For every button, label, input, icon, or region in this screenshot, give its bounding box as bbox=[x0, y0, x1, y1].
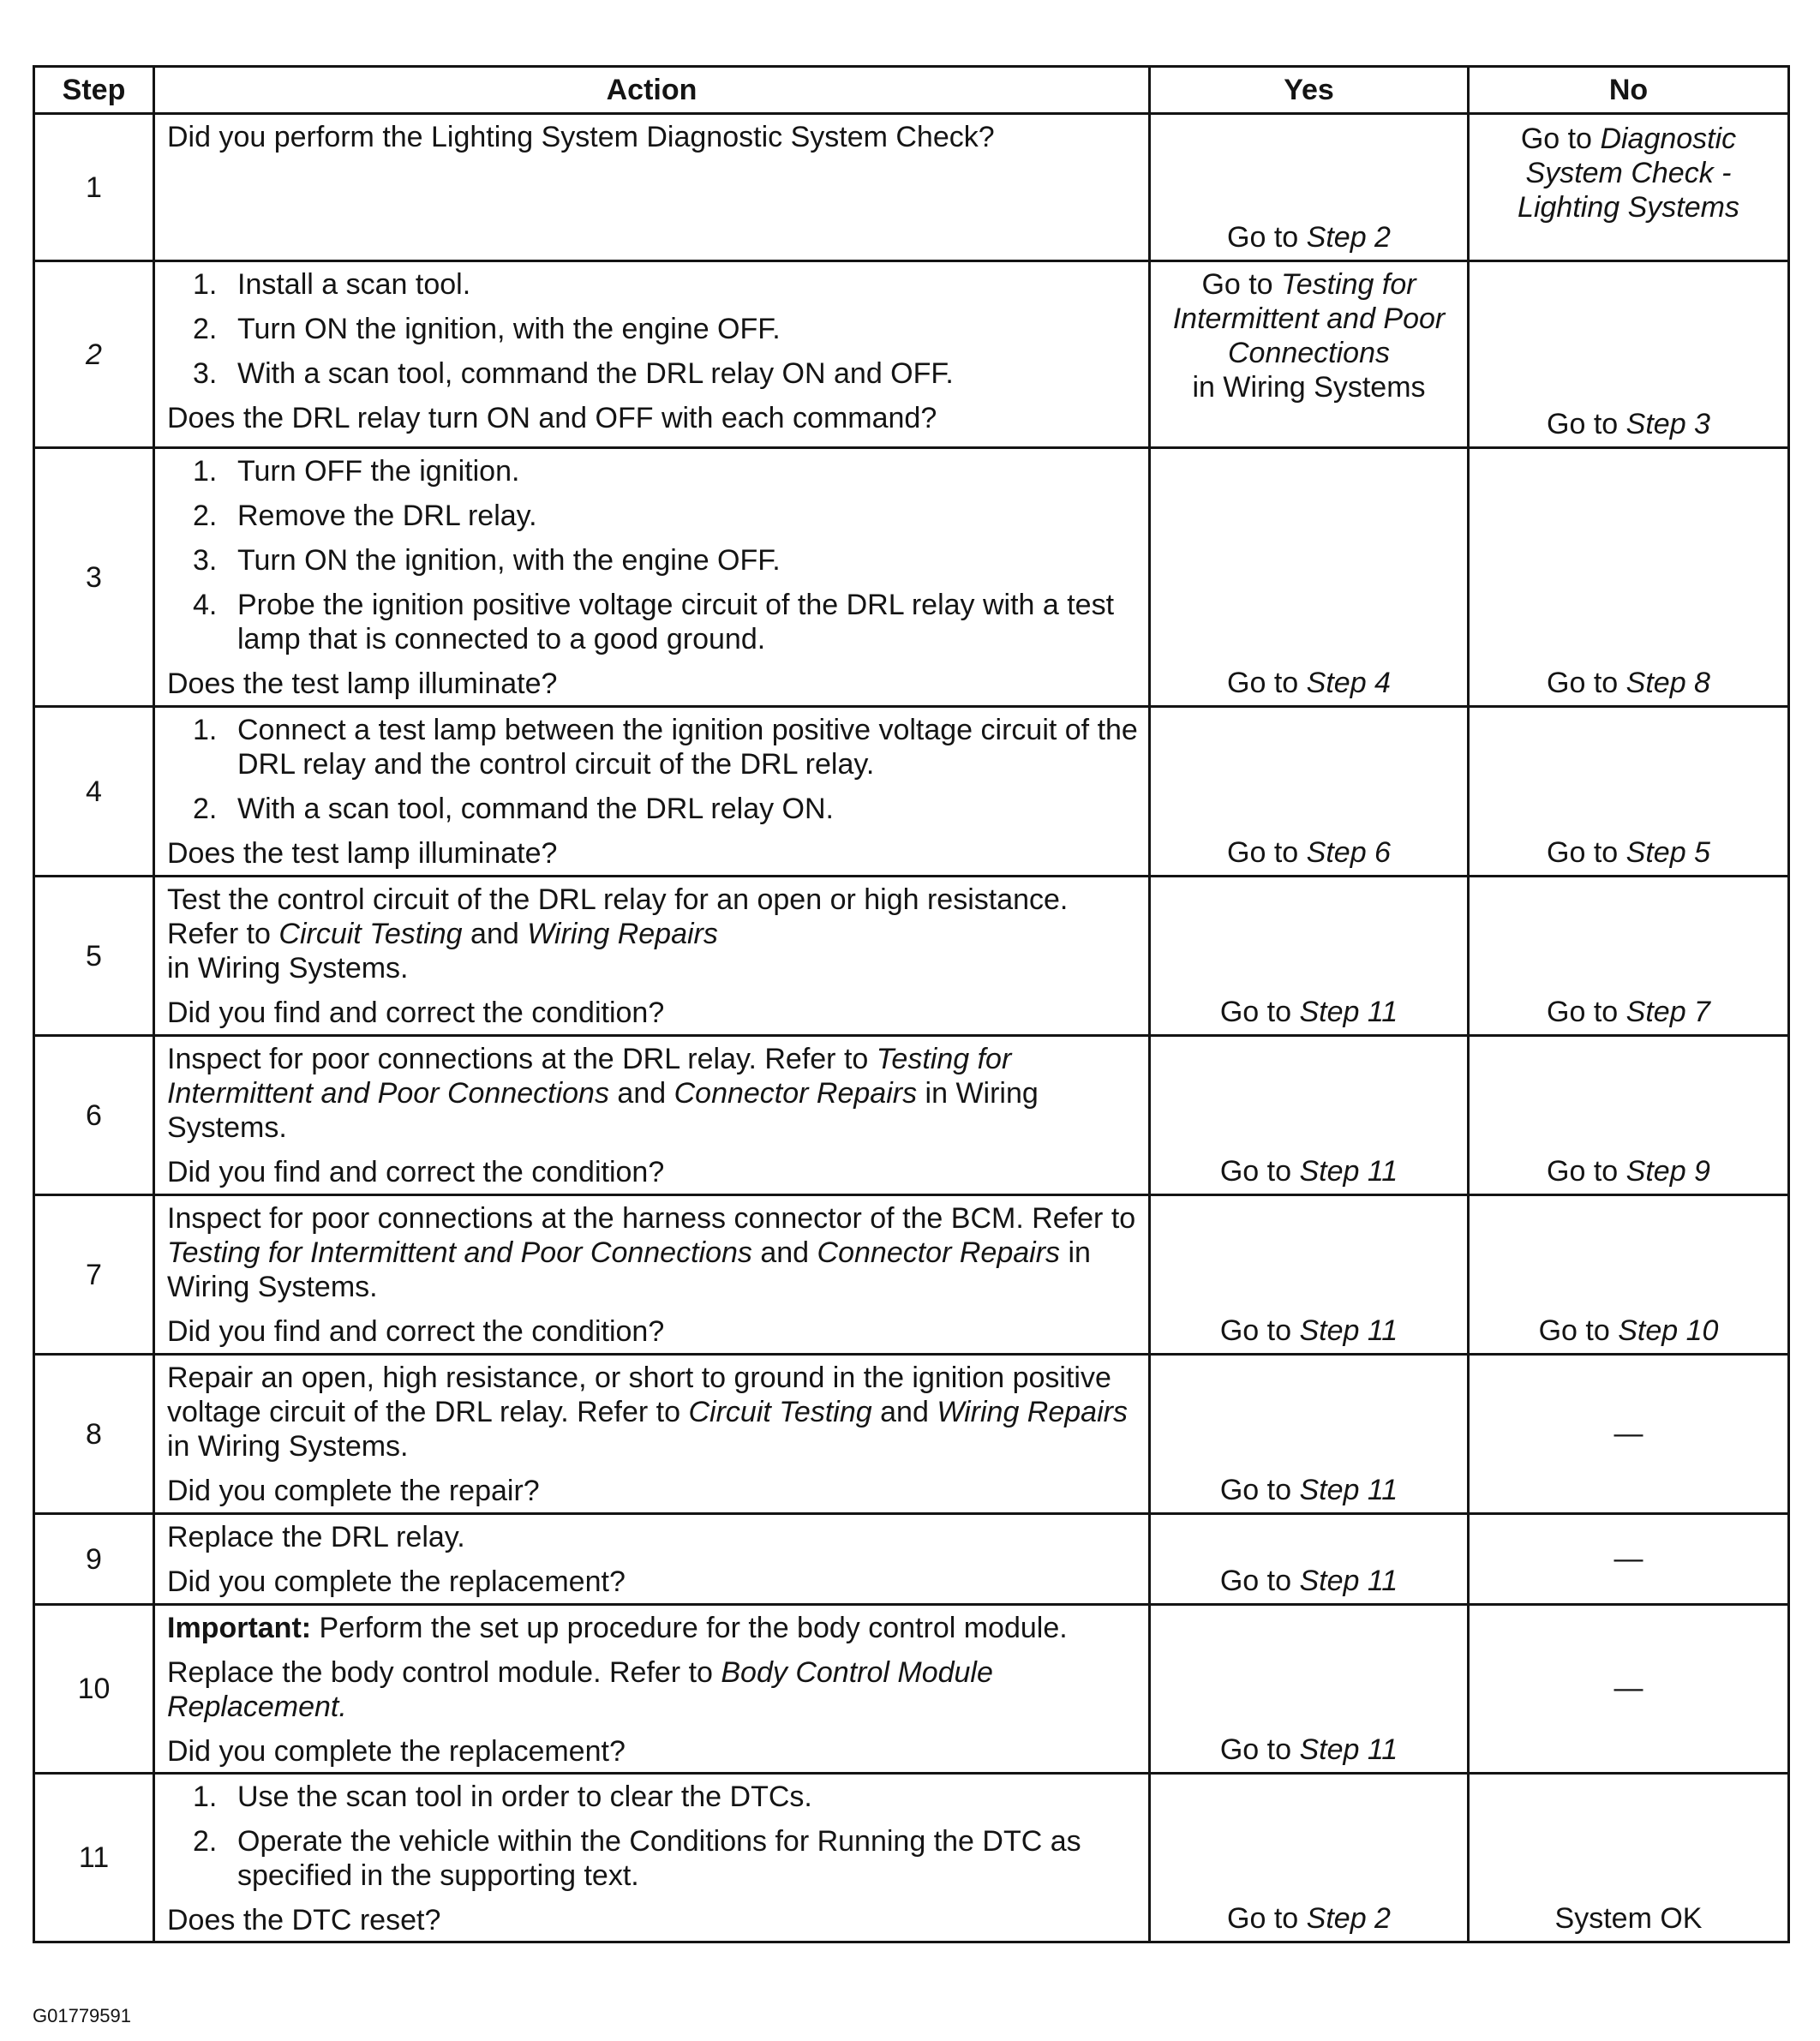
no-cell-empty: — bbox=[1469, 1605, 1789, 1774]
yes-cell bbox=[1150, 1195, 1469, 1355]
yes-cell bbox=[1150, 877, 1469, 1036]
list-item: 2. Remove the DRL relay. bbox=[193, 500, 537, 532]
table-row-step-6 bbox=[34, 1036, 1789, 1195]
no-prefix: Go to bbox=[1547, 836, 1619, 869]
action-cell bbox=[154, 261, 1150, 448]
yes-prefix: Go to bbox=[1227, 836, 1299, 869]
list-item: 2. Turn ON the ignition, with the engine OFF. bbox=[193, 313, 781, 345]
header-action: Action bbox=[154, 67, 1150, 114]
yes-cell bbox=[1150, 1605, 1469, 1774]
yes-step-link[interactable]: Step 4 bbox=[1306, 667, 1391, 699]
no-cell bbox=[1469, 707, 1789, 877]
yes-prefix: Go to bbox=[1219, 996, 1292, 1028]
header-no: No bbox=[1469, 67, 1789, 114]
important-note bbox=[167, 1611, 1138, 1645]
reference-link[interactable]: Circuit Testing bbox=[688, 1396, 872, 1428]
list-item: 2. Operate the vehicle within the Conditions for Running the DTC as specified in the supporting text. bbox=[193, 1825, 1081, 1892]
yes-cell bbox=[1150, 1774, 1469, 1942]
yes-prefix: Go to bbox=[1219, 1474, 1292, 1506]
step-number: 3 bbox=[34, 448, 154, 707]
action-list bbox=[167, 454, 1138, 656]
yes-step-link[interactable]: Step 11 bbox=[1299, 996, 1398, 1028]
action-instruction: Repair an open, high resistance, or short to ground in the ignition positive voltage circuit of the DRL relay. Refer to Circuit Testing and Wiring Repairs in Wiring Systems. bbox=[167, 1362, 1128, 1463]
table-row-step-4 bbox=[34, 707, 1789, 877]
step-number: 11 bbox=[34, 1774, 154, 1942]
yes-step-link[interactable]: Step 11 bbox=[1299, 1314, 1398, 1347]
action-question: Did you find and correct the condition? bbox=[167, 997, 665, 1029]
yes-step-link[interactable]: Step 11 bbox=[1299, 1474, 1398, 1506]
action-question: Did you find and correct the condition? bbox=[167, 1156, 665, 1188]
reference-link[interactable]: Testing for Intermittent and Poor Connections bbox=[167, 1236, 752, 1269]
action-instruction: Test the control circuit of the DRL relay for an open or high resistance. Refer to Circuit Testing and Wiring Repairs in Wiring Systems. bbox=[167, 883, 1069, 985]
yes-step-link[interactable]: Step 6 bbox=[1306, 836, 1391, 869]
action-question: Does the test lamp illuminate? bbox=[167, 837, 558, 870]
yes-reference-link[interactable]: Testing for Intermittent and Poor Connections bbox=[1172, 268, 1446, 369]
no-step-link[interactable]: Step 9 bbox=[1625, 1155, 1710, 1188]
no-step-link[interactable]: Step 7 bbox=[1625, 996, 1710, 1028]
action-instruction: Replace the DRL relay. bbox=[167, 1521, 465, 1553]
diagnostic-table-sheet bbox=[33, 65, 1790, 1943]
action-question: Did you complete the repair? bbox=[167, 1475, 540, 1507]
no-cell bbox=[1469, 877, 1789, 1036]
action-question: Did you complete the replacement? bbox=[167, 1565, 626, 1598]
action-instruction: Inspect for poor connections at the DRL relay. Refer to Testing for Intermittent and Poor Connections and Connector Repairs in Wiring Systems. bbox=[167, 1043, 1039, 1144]
action-cell bbox=[154, 1514, 1150, 1605]
no-step-link[interactable]: Step 8 bbox=[1625, 667, 1710, 699]
action-cell bbox=[154, 1036, 1150, 1195]
yes-prefix: Go to bbox=[1219, 1155, 1292, 1188]
reference-link[interactable]: Wiring Repairs bbox=[937, 1396, 1128, 1428]
yes-prefix: Go to bbox=[1219, 1314, 1292, 1347]
list-item: 4. Probe the ignition positive voltage circuit of the DRL relay with a test lamp that is connected to a good ground. bbox=[193, 589, 1115, 655]
no-cell-empty: — bbox=[1469, 1514, 1789, 1605]
list-item: 1. Install a scan tool. bbox=[193, 268, 471, 301]
no-reference-link[interactable]: Diagnostic System Check - Lighting Systems bbox=[1518, 123, 1739, 224]
list-item: 3. With a scan tool, command the DRL relay ON and OFF. bbox=[193, 357, 954, 390]
table-row-step-5 bbox=[34, 877, 1789, 1036]
no-prefix: Go to bbox=[1538, 1314, 1610, 1347]
list-item: 1. Turn OFF the ignition. bbox=[193, 455, 520, 488]
no-step-link[interactable]: Step 5 bbox=[1625, 836, 1710, 869]
table-header-row bbox=[34, 67, 1789, 114]
action-question: Did you find and correct the condition? bbox=[167, 1315, 665, 1348]
yes-prefix: Go to bbox=[1227, 667, 1299, 699]
no-prefix: Go to bbox=[1547, 1155, 1619, 1188]
diagnostic-table bbox=[33, 65, 1790, 1943]
reference-link[interactable]: Testing for Intermittent and Poor Connections bbox=[167, 1043, 1012, 1110]
no-prefix: Go to bbox=[1520, 123, 1592, 155]
action-question: Did you perform the Lighting System Diagnostic System Check? bbox=[167, 121, 995, 153]
yes-prefix: Go to bbox=[1219, 1565, 1292, 1597]
action-cell bbox=[154, 877, 1150, 1036]
no-cell bbox=[1469, 448, 1789, 707]
step-number: 9 bbox=[34, 1514, 154, 1605]
yes-prefix: Go to bbox=[1227, 1902, 1299, 1935]
yes-cell bbox=[1150, 1355, 1469, 1514]
action-cell bbox=[154, 1355, 1150, 1514]
reference-link[interactable]: Wiring Repairs bbox=[527, 918, 718, 950]
yes-cell bbox=[1150, 707, 1469, 877]
reference-link[interactable]: Circuit Testing bbox=[278, 918, 463, 950]
action-question: Does the DTC reset? bbox=[167, 1904, 441, 1936]
table-row-step-2 bbox=[34, 261, 1789, 448]
no-cell bbox=[1469, 1195, 1789, 1355]
step-number: 1 bbox=[34, 114, 154, 261]
yes-cell bbox=[1150, 261, 1469, 448]
no-step-link[interactable]: Step 3 bbox=[1625, 408, 1710, 440]
no-cell bbox=[1469, 114, 1789, 261]
yes-cell bbox=[1150, 1514, 1469, 1605]
list-item: 1. Use the scan tool in order to clear the DTCs. bbox=[193, 1781, 812, 1813]
list-item: 1. Connect a test lamp between the ignition positive voltage circuit of the DRL relay and the control circuit of the DRL relay. bbox=[193, 714, 1138, 781]
yes-prefix: Go to bbox=[1219, 1733, 1292, 1766]
action-cell bbox=[154, 1195, 1150, 1355]
action-list bbox=[167, 1780, 1138, 1893]
table-row-step-3 bbox=[34, 448, 1789, 707]
reference-link[interactable]: Body Control Module Replacement. bbox=[167, 1656, 993, 1723]
action-cell bbox=[154, 1774, 1150, 1942]
action-cell bbox=[154, 114, 1150, 261]
action-instruction: Inspect for poor connections at the harness connector of the BCM. Refer to Testing for Intermittent and Poor Connections and Connector Repairs in Wiring Systems. bbox=[167, 1202, 1136, 1303]
list-item: 2. With a scan tool, command the DRL relay ON. bbox=[193, 793, 835, 825]
yes-step-link[interactable]: Step 11 bbox=[1299, 1155, 1398, 1188]
step-number: 10 bbox=[34, 1605, 154, 1774]
step-number: 5 bbox=[34, 877, 154, 1036]
no-cell-empty: — bbox=[1469, 1355, 1789, 1514]
yes-step-link[interactable]: Step 2 bbox=[1306, 1902, 1391, 1935]
reference-link[interactable]: Connector Repairs bbox=[674, 1077, 918, 1110]
no-cell bbox=[1469, 1036, 1789, 1195]
no-prefix: Go to bbox=[1547, 667, 1619, 699]
yes-step-link[interactable]: Step 11 bbox=[1299, 1733, 1398, 1766]
step-number: 7 bbox=[34, 1195, 154, 1355]
header-step: Step bbox=[34, 67, 154, 114]
header-yes: Yes bbox=[1150, 67, 1469, 114]
yes-cell bbox=[1150, 114, 1469, 261]
table-row-step-9 bbox=[34, 1514, 1789, 1605]
no-prefix: Go to bbox=[1547, 408, 1619, 440]
action-question: Does the test lamp illuminate? bbox=[167, 667, 558, 700]
action-cell bbox=[154, 1605, 1150, 1774]
table-row-step-10 bbox=[34, 1605, 1789, 1774]
table-row-step-11 bbox=[34, 1774, 1789, 1942]
action-cell bbox=[154, 448, 1150, 707]
list-item: 3. Turn ON the ignition, with the engine OFF. bbox=[193, 544, 781, 577]
step-number: 8 bbox=[34, 1355, 154, 1514]
action-list bbox=[167, 267, 1138, 391]
action-list bbox=[167, 713, 1138, 826]
no-prefix: Go to bbox=[1547, 996, 1619, 1028]
yes-cell bbox=[1150, 448, 1469, 707]
action-cell bbox=[154, 707, 1150, 877]
action-instruction: Replace the body control module. Refer to Body Control Module Replacement. bbox=[167, 1656, 993, 1723]
table-row-step-1 bbox=[34, 114, 1789, 261]
no-cell-result: System OK bbox=[1469, 1774, 1789, 1942]
table-row-step-7 bbox=[34, 1195, 1789, 1355]
yes-suffix: in Wiring Systems bbox=[1192, 371, 1426, 404]
important-text: Perform the set up procedure for the body control module. bbox=[319, 1612, 1068, 1644]
action-question: Does the DRL relay turn ON and OFF with each command? bbox=[167, 402, 937, 434]
yes-cell bbox=[1150, 1036, 1469, 1195]
yes-step-link[interactable]: Step 2 bbox=[1306, 221, 1391, 254]
yes-prefix: Go to bbox=[1201, 268, 1273, 301]
yes-prefix: Go to bbox=[1227, 221, 1299, 254]
no-step-link[interactable]: Step 10 bbox=[1618, 1314, 1719, 1347]
reference-link[interactable]: Connector Repairs bbox=[817, 1236, 1061, 1269]
step-number: 4 bbox=[34, 707, 154, 877]
step-number: 6 bbox=[34, 1036, 154, 1195]
yes-step-link[interactable]: Step 11 bbox=[1299, 1565, 1398, 1597]
figure-id: G01779591 bbox=[33, 2005, 131, 2026]
step-number: 2 bbox=[34, 261, 154, 448]
table-row-step-8 bbox=[34, 1355, 1789, 1514]
important-label: Important: bbox=[167, 1612, 312, 1644]
no-cell bbox=[1469, 261, 1789, 448]
action-question: Did you complete the replacement? bbox=[167, 1735, 626, 1768]
